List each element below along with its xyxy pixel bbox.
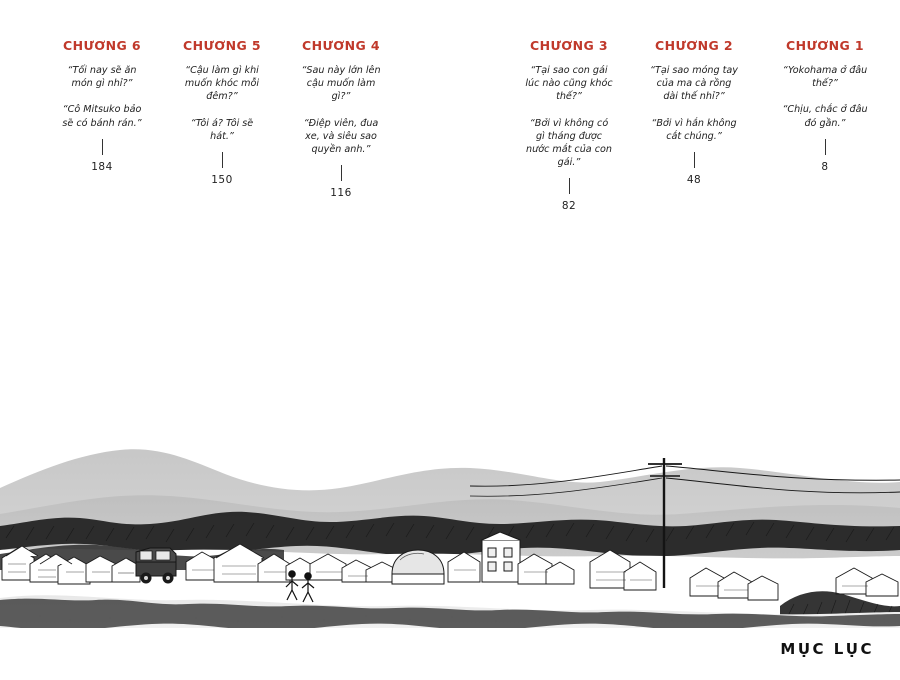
chapter-divider-rule [825,139,826,155]
chapter-page-number[interactable]: 48 [686,174,702,187]
chapter-divider-rule [222,152,223,168]
toc-chapter-entry[interactable] [780,38,870,173]
chapter-quotes [296,64,386,156]
table-of-contents [0,0,900,240]
chapter-page-number[interactable]: 150 [211,174,233,187]
chapter-title: CHƯƠNG 2 [655,38,733,53]
chapter-page-number[interactable]: 82 [561,200,577,213]
toc-chapter-entry[interactable] [296,38,386,199]
chapter-divider-rule [102,139,103,155]
page-bottom-white [0,628,900,680]
chapter-quote: “Yokohama ở đâu thế?” [782,65,868,90]
toc-chapter-entry[interactable] [56,38,148,173]
toc-chapter-entry[interactable] [650,38,738,186]
chapter-quote: “Điệp viên, đua xe, và siêu sao quyền anh.” [303,117,379,156]
chapter-quotes [780,64,870,130]
chapter-quotes [56,64,148,130]
chapter-quote: “Tại sao con gái lúc nào cũng khóc thế?” [525,65,613,103]
chapter-quote: “Sau này lớn lên cậu muốn làm gì?” [301,65,381,103]
chapter-title: CHƯƠNG 6 [63,38,141,53]
chapter-title: CHƯƠNG 5 [183,38,261,53]
chapter-quotes [524,64,614,169]
chapter-quote: “Bởi vì không có gì tháng được nước mắt của con gái.” [526,117,612,169]
chapter-divider-rule [569,178,570,194]
chapter-quotes [650,64,738,143]
chapter-quote: “Chịu, chắc ở đâu đó gần.” [782,104,868,129]
chapter-quotes [178,64,266,143]
chapter-title: CHƯƠNG 4 [302,38,380,53]
chapter-title: CHƯƠNG 3 [530,38,608,53]
chapter-quote: “Cậu làm gì khi muốn khóc mỗi đêm?” [184,65,260,103]
chapter-title: CHƯƠNG 1 [786,38,864,53]
chapter-quote: “Tại sao móng tay của ma cà rồng dài thế nhỉ?” [650,65,738,103]
chapter-quote: “Tôi á? Tôi sẽ hát.” [190,117,254,142]
chapter-quote: “Cô Mitsuko bảo sẽ có bánh rán.” [62,104,142,129]
chapter-divider-rule [341,165,342,181]
toc-chapter-entry[interactable] [178,38,266,186]
toc-chapter-entry[interactable] [524,38,614,212]
tall-white-building [482,532,520,582]
muc-luc-logo: MỤC LỤC [780,640,874,658]
chapter-page-number[interactable]: 8 [821,160,829,173]
chapter-divider-rule [694,152,695,168]
chapter-quote: “Bởi vì hắn không cắt chúng.” [651,117,737,142]
chapter-page-number[interactable]: 184 [91,160,113,173]
chapter-page-number[interactable]: 116 [330,187,352,200]
town-landscape-illustration [0,430,900,680]
chapter-quote: “Tối nay sẽ ăn món gì nhỉ?” [67,65,137,90]
